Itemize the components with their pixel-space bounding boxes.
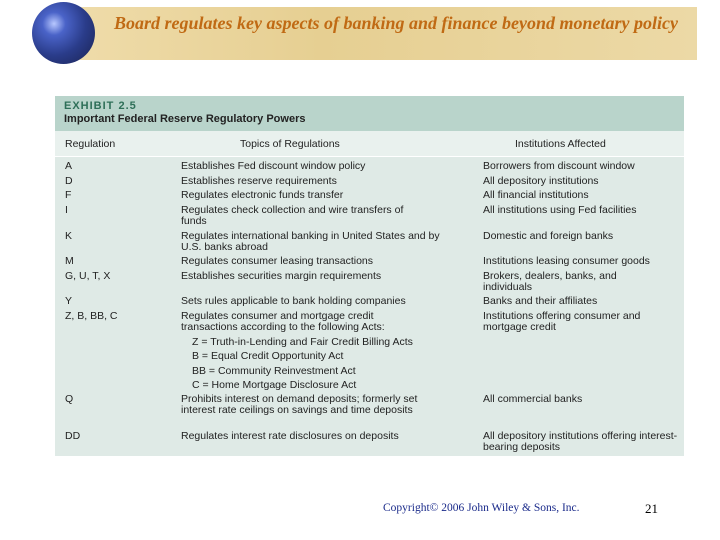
row-regulation: Z, B, BB, C	[65, 310, 118, 322]
row-regulation: I	[65, 204, 68, 216]
row-regulation: K	[65, 230, 73, 242]
row-topic: Regulates electronic funds transfer	[181, 189, 344, 201]
column-header-topics: Topics of Regulations	[240, 138, 340, 150]
act-item: C = Home Mortgage Disclosure Act	[192, 379, 357, 391]
row-topic: Regulates interest rate disclosures on deposits	[181, 430, 399, 442]
act-item: Z = Truth-in-Lending and Fair Credit Billing Acts	[192, 336, 413, 348]
row-regulation: A	[65, 160, 73, 172]
row-institutions: Institutions offering consumer and mortgage credit	[483, 310, 641, 333]
row-institutions: All depository institutions offering interest-bearing deposits	[483, 430, 678, 453]
row-institutions: All institutions using Fed facilities	[483, 204, 637, 216]
row-institutions: Institutions leasing consumer goods	[483, 255, 650, 267]
row-topic: Sets rules applicable to bank holding companies	[181, 295, 406, 307]
act-item: BB = Community Reinvestment Act	[192, 365, 356, 377]
row-regulation: G, U, T, X	[65, 270, 111, 282]
row-topic: Establishes Fed discount window policy	[181, 160, 366, 172]
row-topic: Regulates check collection and wire transfers of funds	[181, 204, 404, 227]
globe-icon	[32, 2, 95, 64]
row-topic: Prohibits interest on demand deposits; formerly set interest rate ceilings on savings and time deposits	[181, 393, 418, 416]
row-institutions: All depository institutions	[483, 175, 599, 187]
row-regulation: Y	[65, 295, 73, 307]
row-topic: Regulates international banking in United States and by U.S. banks abroad	[181, 230, 440, 253]
row-topic: Regulates consumer and mortgage credit transactions according to the following Acts:	[181, 310, 385, 333]
column-header-regulation: Regulation	[65, 138, 116, 150]
column-header-institutions: Institutions Affected	[515, 138, 606, 150]
row-regulation: DD	[65, 430, 81, 442]
exhibit-title: Important Federal Reserve Regulatory Powers	[64, 113, 306, 125]
column-headers	[55, 131, 684, 157]
row-institutions: All commercial banks	[483, 393, 583, 405]
row-regulation: Q	[65, 393, 74, 405]
row-regulation: M	[65, 255, 74, 267]
row-topic: Establishes reserve requirements	[181, 175, 337, 187]
row-institutions: All financial institutions	[483, 189, 589, 201]
row-topic: Establishes securities margin requirements	[181, 270, 382, 282]
row-topic: Regulates consumer leasing transactions	[181, 255, 374, 267]
slide-title: Board regulates key aspects of banking and finance beyond monetary policy	[114, 13, 678, 33]
copyright: Copyright© 2006 John Wiley & Sons, Inc.	[383, 502, 580, 514]
exhibit-header	[55, 96, 684, 131]
exhibit-table	[55, 96, 684, 456]
row-regulation: D	[65, 175, 73, 187]
row-institutions: Borrowers from discount window	[483, 160, 635, 172]
row-institutions: Brokers, dealers, banks, and individuals	[483, 270, 617, 293]
act-item: B = Equal Credit Opportunity Act	[192, 350, 344, 362]
exhibit-label: EXHIBIT 2.5	[64, 100, 137, 112]
row-institutions: Banks and their affiliates	[483, 295, 598, 307]
row-institutions: Domestic and foreign banks	[483, 230, 614, 242]
row-regulation: F	[65, 189, 72, 201]
page-number: 21	[645, 501, 658, 516]
